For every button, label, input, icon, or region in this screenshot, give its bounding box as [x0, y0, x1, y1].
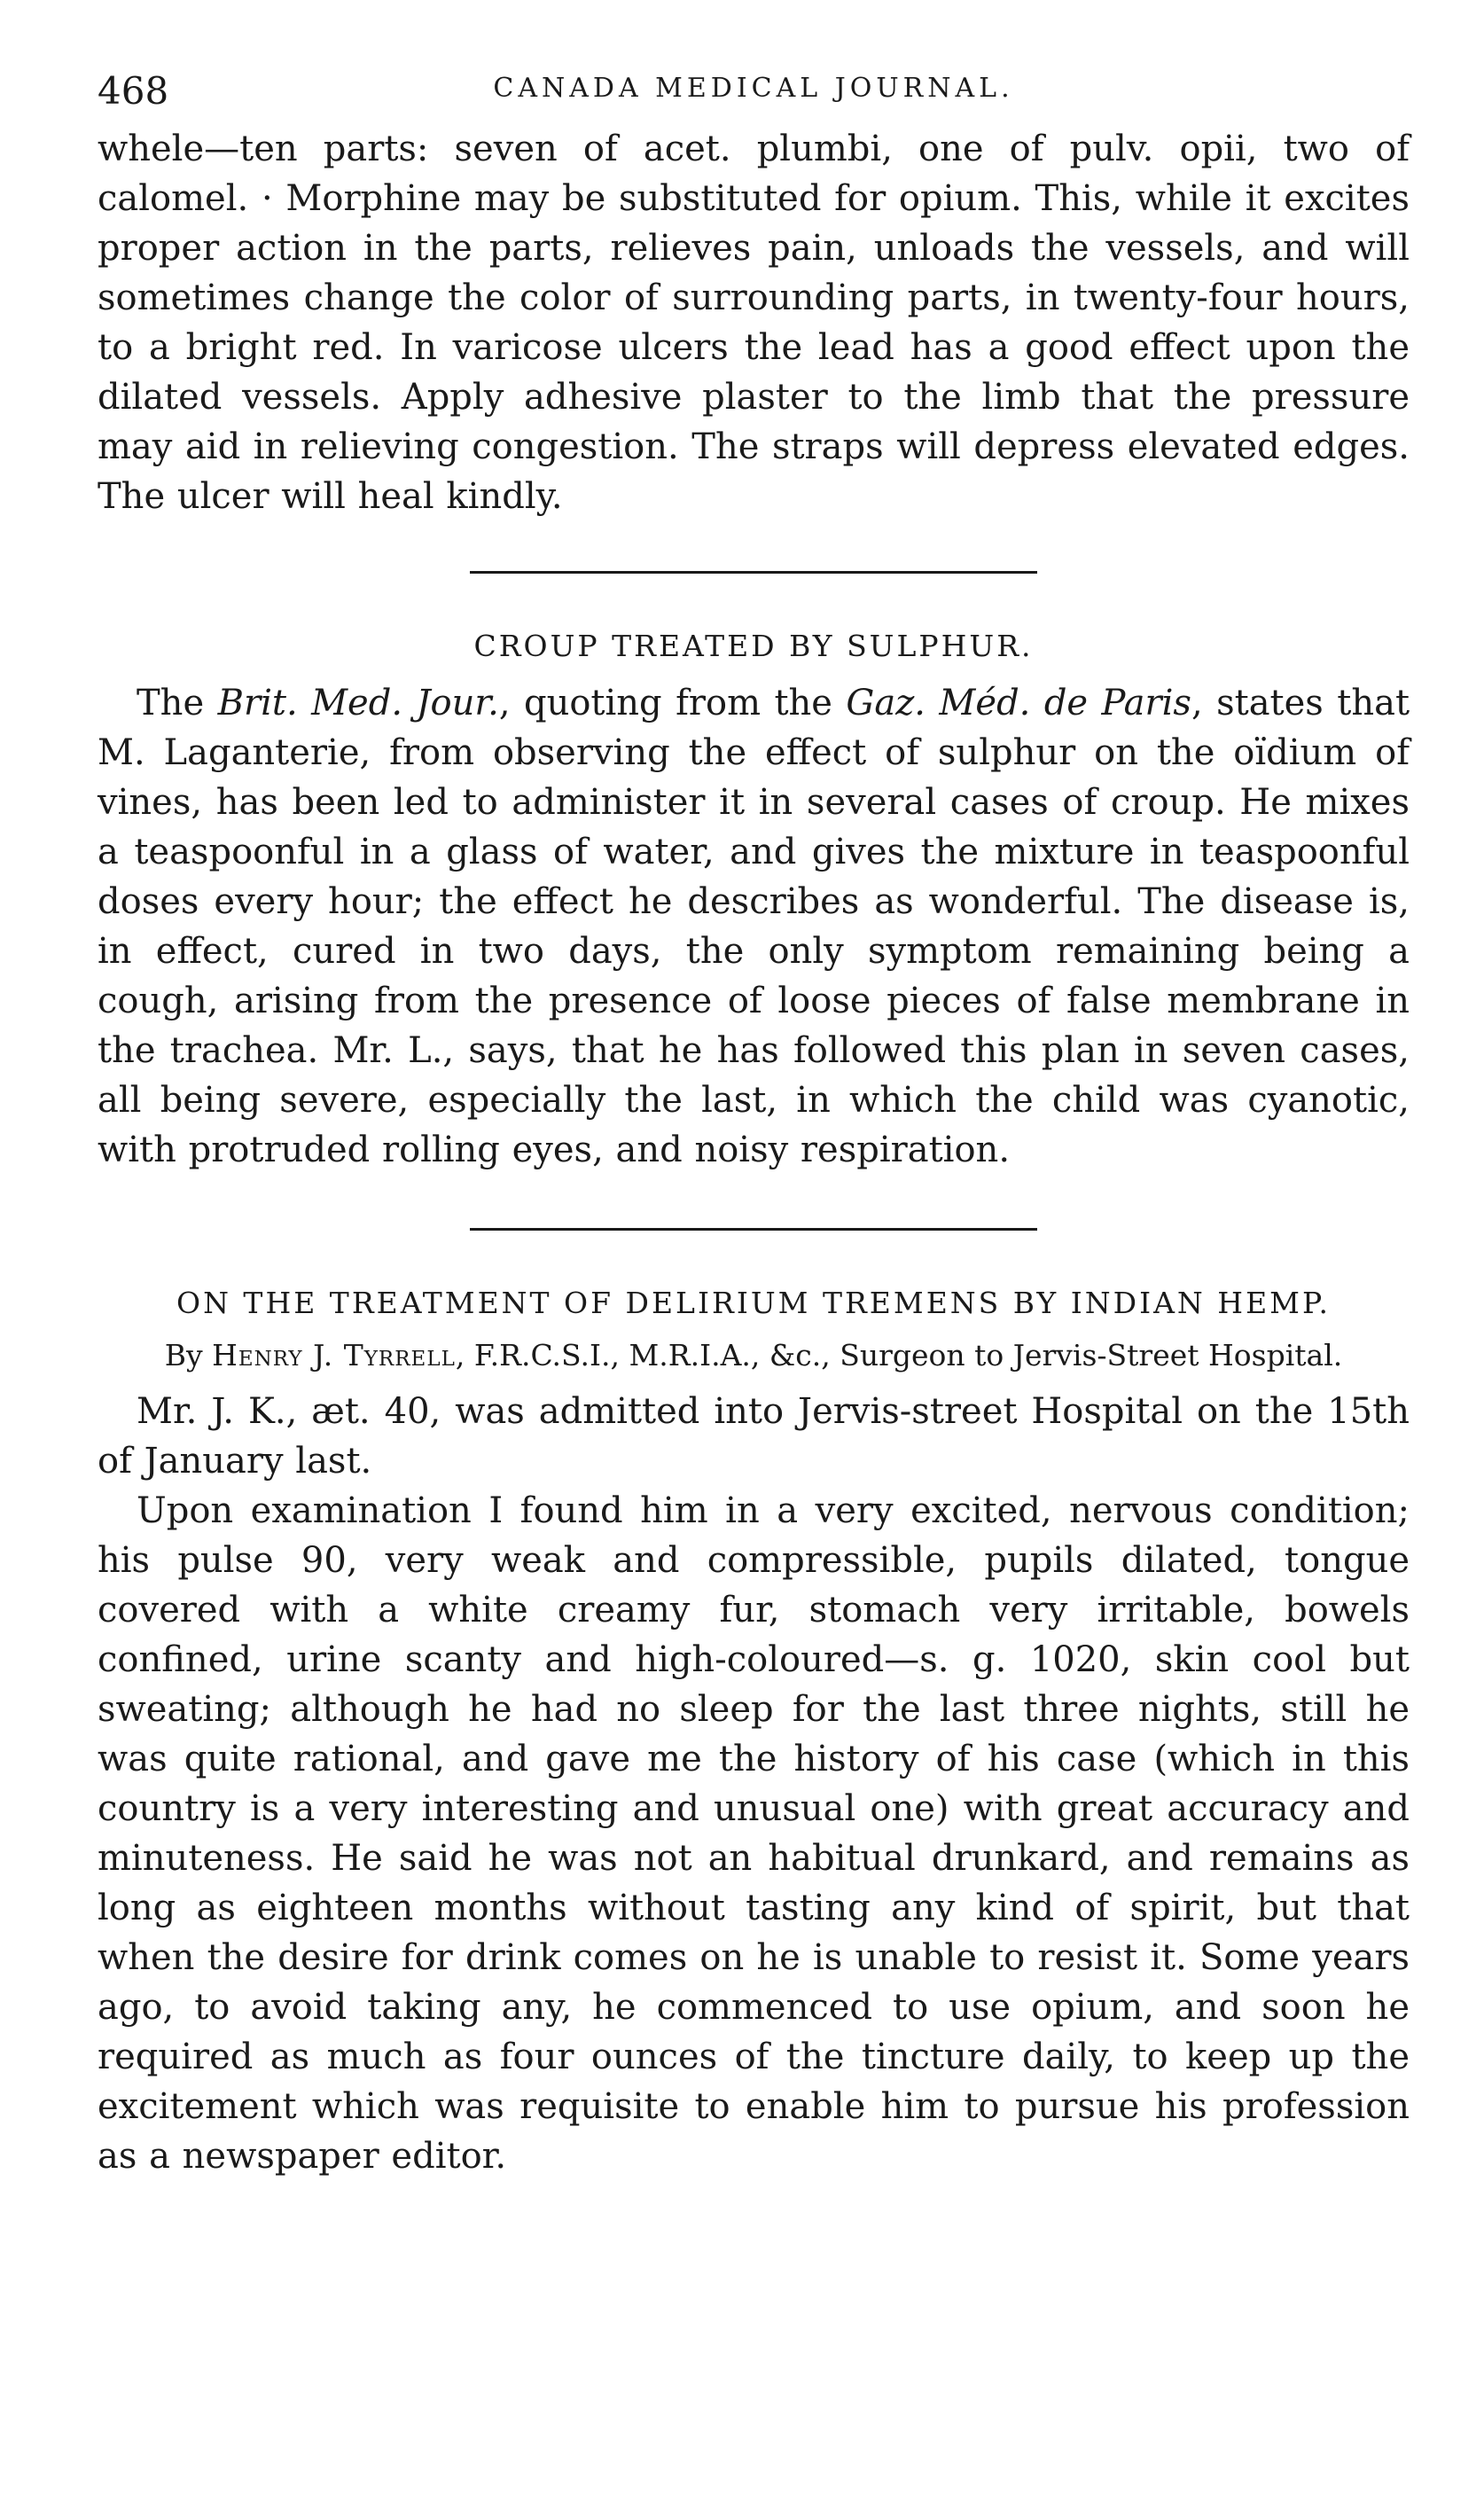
croup-source-citation-2: Gaz. Méd. de Paris	[846, 683, 1191, 723]
section-divider-2	[470, 1228, 1037, 1231]
continuation-paragraph: whele—ten parts: seven of acet. plumbi, one of pulv. opii, two of calomel. · Morphine may be substituted for opium. This, while it excites proper action in the parts, relieves pain, unloads the vessels, and will sometimes change the color of surrounding parts, in twenty-four hours, to a bright red. In varicose ulcers the lead has a good effect upon the dilated vessels. Apply adhesive plaster to the limb that the pressure may aid in relieving congestion. The straps will depress elevated edges. The ulcer will heal kindly.	[98, 129, 1410, 517]
journal-title: CANADA MEDICAL JOURNAL.	[493, 73, 1014, 104]
croup-body-text: , states that M. Laganterie, from observing the effect of sulphur on the oïdium of vines, has been led to administer it in several cases of croup. He mixes a teaspoonful in a glass of water, and gives the mixture in teaspoonful doses every hour; the effect he describes as wonderful. The disease is, in effect, cured in two days, the only symptom remaining being a cough, arising from the presence of loose pieces of false membrane in the trachea. Mr. L., says, that he has followed this plan in seven cases, all being severe, especially the last, in which the child was cyanotic, with protruded rolling eyes, and noisy respiration.	[98, 683, 1410, 1170]
croup-article-title: CROUP TREATED BY SULPHUR.	[473, 629, 1034, 663]
croup-source-citation: Brit. Med. Jour.	[217, 683, 499, 723]
page-number: 468	[98, 69, 169, 113]
author-name: Henry J. Tyrrell	[212, 1338, 456, 1372]
journal-page	[98, 62, 1410, 2181]
delirium-paragraph-2: Upon examination I found him in a very excited, nervous condition; his pulse 90, very weak and compressible, pupils dilated, tongue covered with a white creamy fur, stomach very irritable, bowels confined, urine scanty and high-coloured—s. g. 1020, skin cool but sweating; although he had no sleep for the last three nights, still he was quite rational, and gave me the history of his case (which in this country is a very interesting and unusual one) with great accuracy and minuteness. He said he was not an habitual drunkard, and remains as long as eighteen months without tasting any kind of spirit, but that when the desire for drink comes on he is unable to resist it. Some years ago, to avoid taking any, he commenced to use opium, and soon he required as much as four ounces of the tincture daily, to keep up the excitement which was requisite to enable him to pursue his profession as a newspaper editor.	[98, 1490, 1410, 2177]
section-divider	[470, 571, 1037, 574]
byline-prefix: By	[164, 1338, 213, 1372]
author-credentials: , F.R.C.S.I., M.R.I.A., &c., Surgeon to Jervis-Street Hospital.	[455, 1338, 1343, 1372]
croup-intro-text: The	[137, 683, 218, 723]
article-byline	[124, 1335, 1383, 1376]
croup-intro-text-2: , quoting from the	[498, 683, 847, 723]
delirium-article-title: ON THE TREATMENT OF DELIRIUM TREMENS BY INDIAN HEMP.	[176, 1286, 1331, 1320]
croup-article-paragraph	[98, 678, 1410, 1175]
running-head	[98, 62, 1410, 124]
delirium-paragraph-1: Mr. J. K., æt. 40, was admitted into Jervis-street Hospital on the 15th of January last.	[98, 1391, 1410, 1482]
